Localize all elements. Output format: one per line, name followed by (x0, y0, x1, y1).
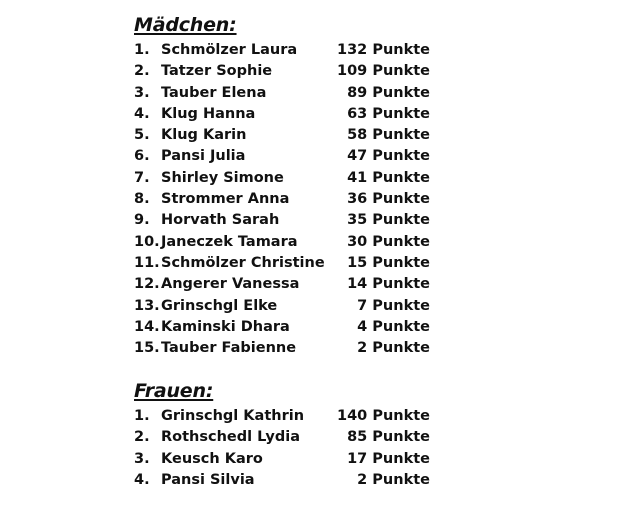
section-frauen (134, 378, 444, 491)
ranking-row (134, 189, 444, 210)
rank-number: 14. (134, 318, 160, 335)
ranking-row (134, 296, 444, 317)
rank-number: 9. (134, 212, 150, 229)
participant-name: Keusch Karo (161, 450, 263, 467)
ranking-row (134, 232, 444, 253)
ranking-row (134, 449, 444, 470)
ranking-row (134, 406, 444, 427)
points-value: 132 Punkte (337, 42, 430, 58)
ranking-row (134, 317, 444, 338)
points-value: 7 Punkte (357, 297, 430, 314)
points-value: 89 Punkte (347, 84, 430, 101)
points-value: 140 Punkte (337, 408, 430, 424)
ranking-row (134, 274, 444, 295)
participant-name: Klug Hanna (161, 105, 256, 122)
ranking-row (134, 168, 444, 189)
participant-name: Grinschgl Elke (161, 297, 278, 314)
participant-name: Horvath Sarah (161, 212, 280, 229)
participant-name: Rothschedl Lydia (161, 429, 301, 446)
participant-name: Kaminski Dhara (161, 318, 290, 335)
rank-number: 3. (134, 84, 150, 101)
participant-name: Tatzer Sophie (161, 63, 273, 80)
points-value: 58 Punkte (347, 127, 430, 144)
points-value: 35 Punkte (347, 212, 430, 229)
ranking-row (134, 104, 444, 125)
participant-name: Angerer Vanessa (161, 276, 300, 293)
rank-number: 8. (134, 191, 150, 208)
participant-name: Pansi Julia (161, 148, 246, 165)
points-value: 15 Punkte (347, 254, 430, 271)
points-value: 36 Punkte (347, 191, 430, 208)
rank-number: 13. (134, 297, 160, 314)
rank-number: 2. (134, 429, 150, 446)
ranking-row (134, 427, 444, 448)
participant-name: Janeczek Tamara (161, 233, 298, 250)
points-value: 41 Punkte (347, 169, 430, 186)
ranking-row (134, 338, 444, 359)
participant-name: Pansi Silvia (161, 471, 255, 488)
rank-number: 4. (134, 105, 150, 122)
rank-number: 5. (134, 127, 150, 144)
rank-number: 1. (134, 42, 150, 58)
points-value: 47 Punkte (347, 148, 430, 165)
rank-number: 2. (134, 63, 150, 80)
participant-name: Tauber Elena (161, 84, 267, 101)
ranking-row (134, 61, 444, 82)
points-value: 2 Punkte (357, 340, 430, 357)
ranking-row (134, 125, 444, 146)
points-value: 17 Punkte (347, 450, 430, 467)
rank-number: 4. (134, 471, 150, 488)
participant-name: Schmölzer Christine (161, 254, 325, 271)
rank-number: 3. (134, 450, 150, 467)
points-value: 109 Punkte (337, 63, 430, 80)
rank-number: 7. (134, 169, 150, 186)
rank-number: 11. (134, 254, 160, 271)
section-maedchen (134, 12, 444, 359)
rank-number: 12. (134, 276, 160, 293)
participant-name: Klug Karin (161, 127, 247, 144)
participant-name: Tauber Fabienne (161, 340, 297, 357)
ranking-row (134, 210, 444, 231)
points-value: 14 Punkte (347, 276, 430, 293)
ranking-row (134, 253, 444, 274)
participant-name: Shirley Simone (161, 169, 284, 186)
ranking-row (134, 146, 444, 167)
rank-number: 15. (134, 340, 160, 357)
points-value: 4 Punkte (357, 318, 430, 335)
section-title-frauen: Frauen: (134, 380, 214, 402)
points-value: 63 Punkte (347, 105, 430, 122)
rank-number: 6. (134, 148, 150, 165)
participant-name: Grinschgl Kathrin (161, 408, 305, 424)
points-value: 85 Punkte (347, 429, 430, 446)
ranking-row (134, 470, 444, 491)
participant-name: Schmölzer Laura (161, 42, 298, 58)
ranking-row (134, 83, 444, 104)
points-value: 30 Punkte (347, 233, 430, 250)
ranking-list-frauen (134, 406, 444, 491)
ranking-row (134, 40, 444, 61)
rank-number: 10. (134, 233, 160, 250)
ranking-list-maedchen (134, 40, 444, 359)
section-title-maedchen: Mädchen: (134, 14, 237, 36)
participant-name: Strommer Anna (161, 191, 290, 208)
points-value: 2 Punkte (357, 471, 430, 488)
rank-number: 1. (134, 408, 150, 424)
